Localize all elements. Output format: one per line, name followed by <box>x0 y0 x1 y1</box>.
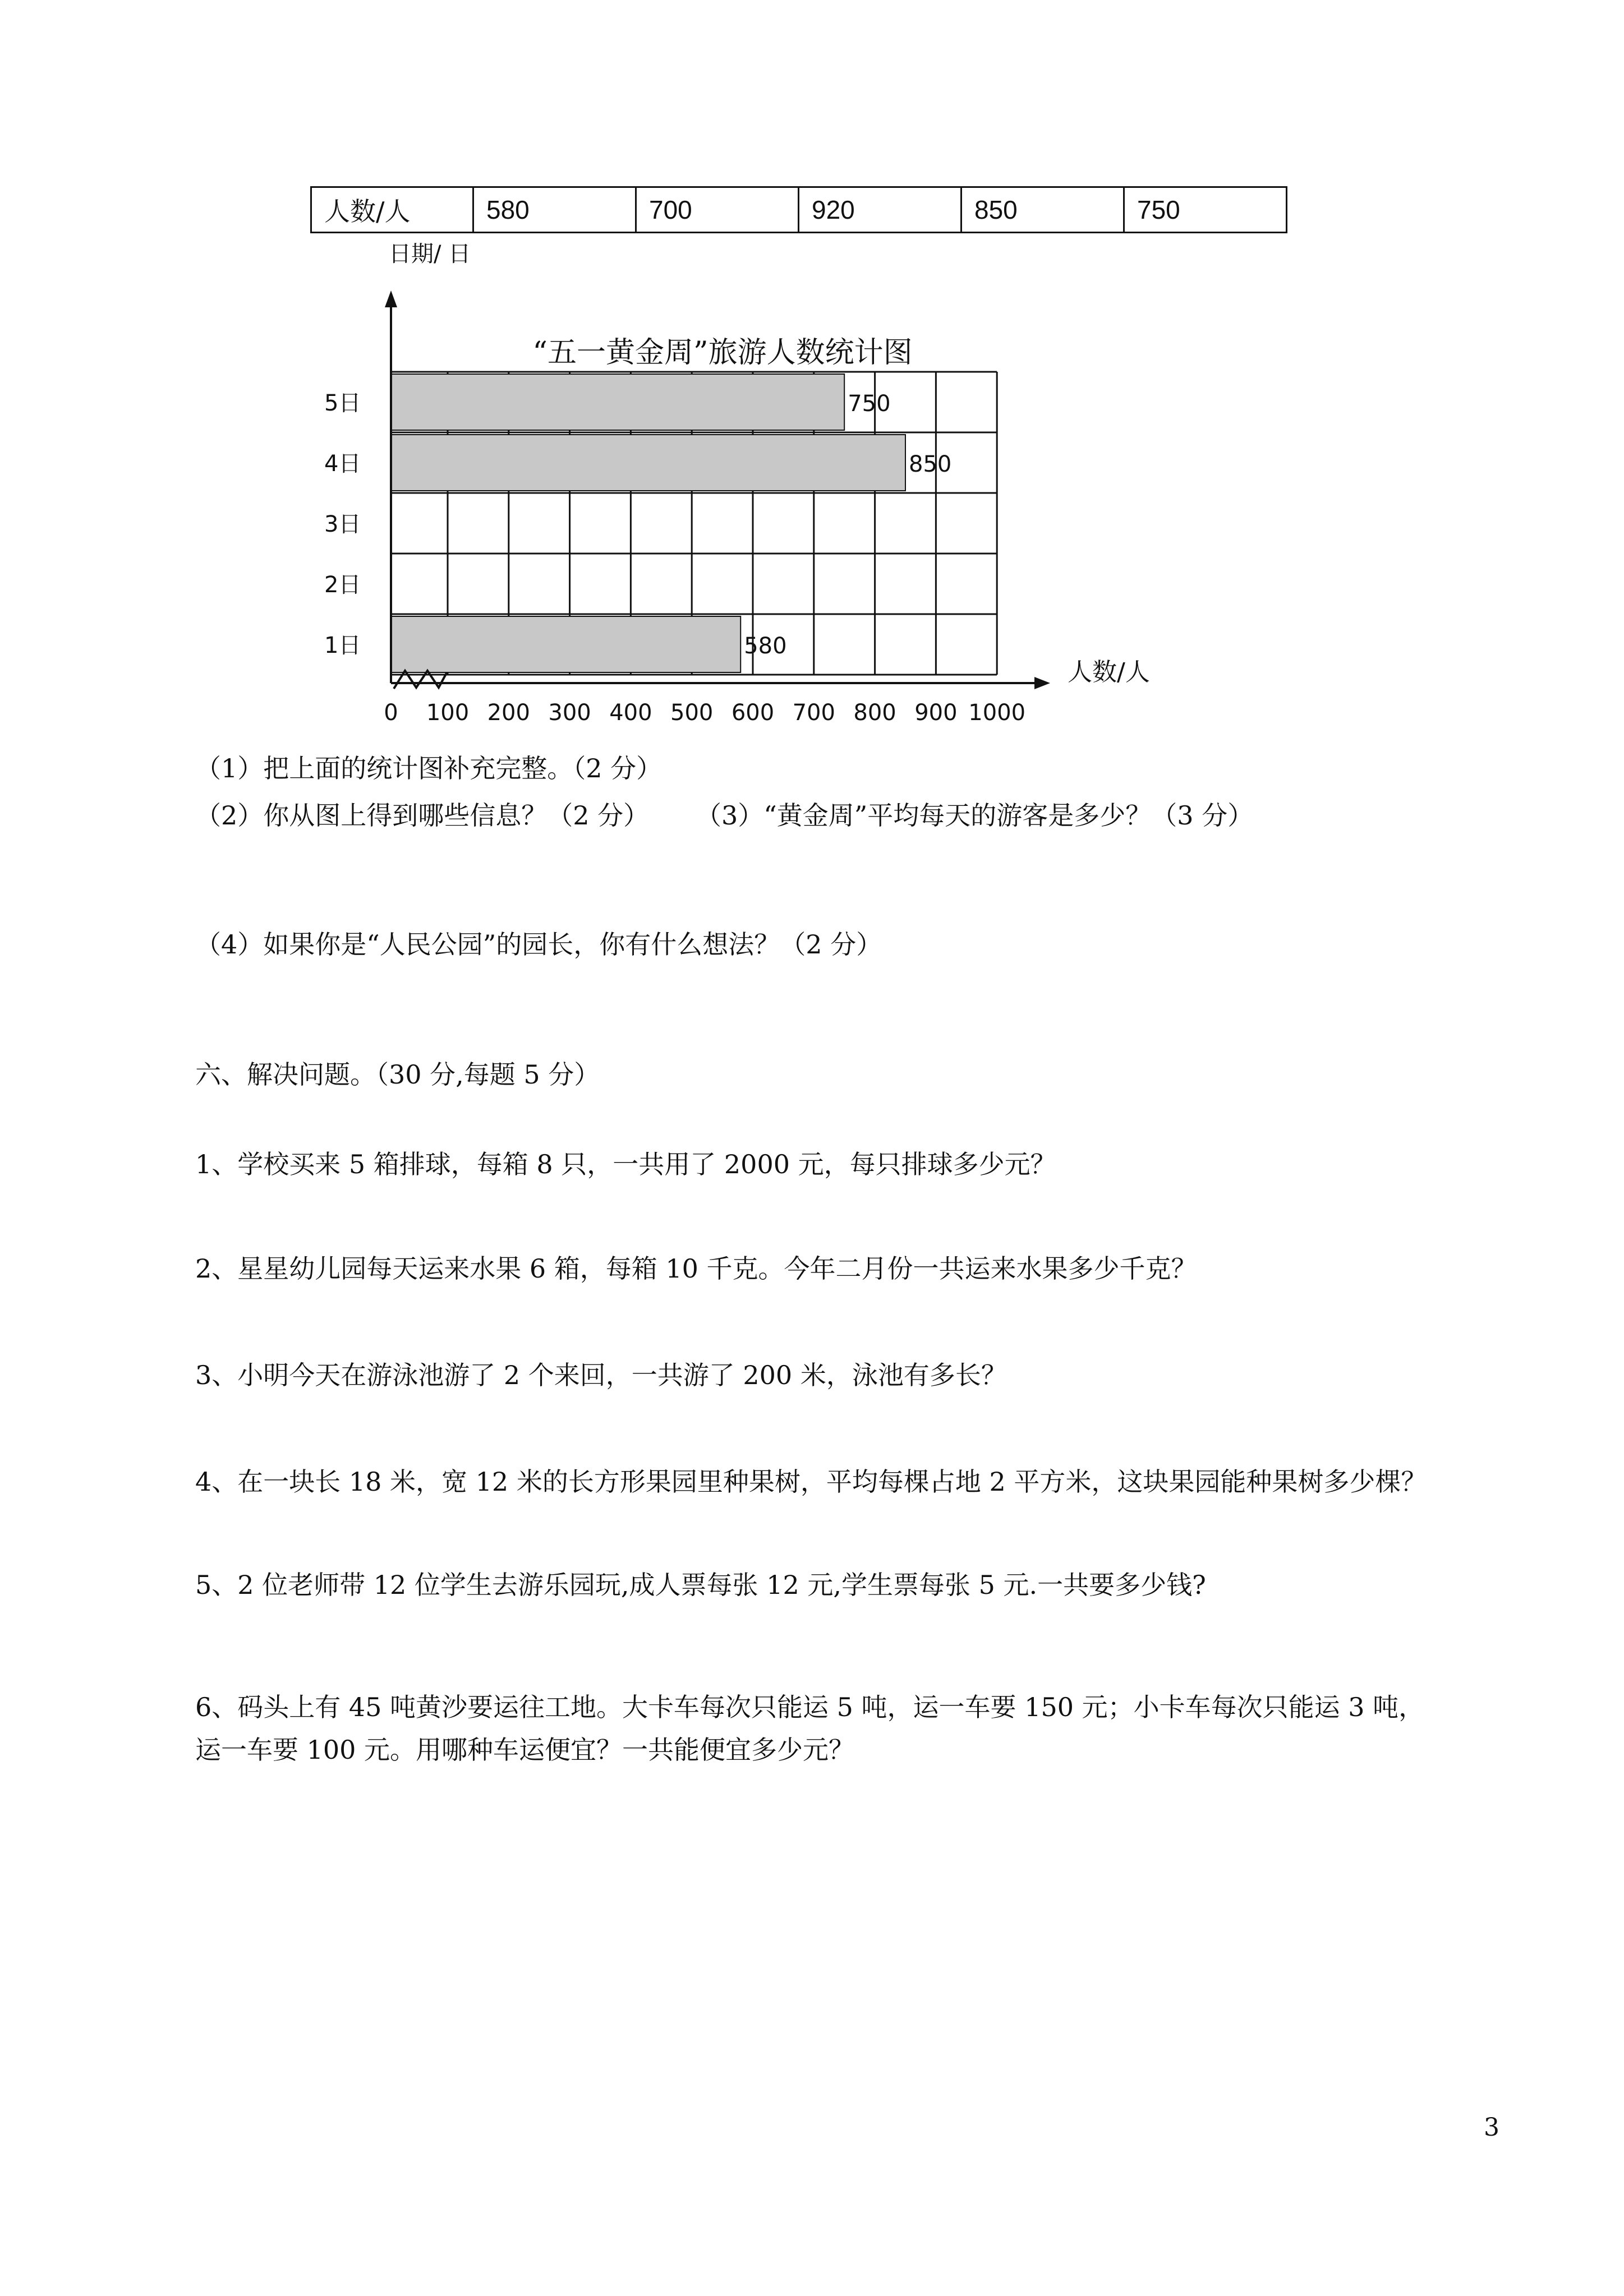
x-tick-label: 800 <box>853 700 896 726</box>
chart-title: “五一黄金周”旅游人数统计图 <box>532 336 913 370</box>
chart-bars <box>391 374 905 672</box>
category-label: 5日 <box>324 390 361 416</box>
question-1: （1）把上面的统计图补充完整。（2 分） <box>195 753 663 783</box>
page-number: 3 <box>1484 2113 1499 2142</box>
problem-1: 1、学校买来 5 箱排球，每箱 8 只，一共用了 2000 元，每只排球多少元？ <box>195 1149 1056 1179</box>
x-tick-label: 1000 <box>968 700 1026 726</box>
problem-2: 2、星星幼儿园每天运来水果 6 箱，每箱 10 千克。今年二月份一共运来水果多少千克？ <box>195 1253 1197 1284</box>
table-row-label: 人数/人 <box>311 187 473 233</box>
x-tick-label: 300 <box>548 700 591 726</box>
x-tick-labels <box>384 700 1025 726</box>
x-tick-label: 900 <box>914 700 958 726</box>
x-tick-label: 700 <box>792 700 835 726</box>
table-cell: 750 <box>1124 187 1287 233</box>
category-label: 1日 <box>324 633 361 658</box>
axis-break-icon <box>394 671 447 689</box>
x-axis-arrow-icon <box>1034 677 1050 689</box>
y-axis-label: 日期/ 日 <box>389 241 471 267</box>
category-labels <box>324 390 361 658</box>
data-label: 750 <box>848 391 891 417</box>
category-label: 4日 <box>324 451 361 477</box>
category-label: 3日 <box>324 511 361 537</box>
question-3: （3）“黄金周”平均每天的游客是多少？（3 分） <box>696 800 1254 831</box>
problem-5: 5、2 位老师带 12 位学生去游乐园玩,成人票每张 12 元,学生票每张 5 元.一共要多少钱? <box>195 1570 1206 1600</box>
data-labels <box>744 391 951 659</box>
table-cell: 580 <box>473 187 636 233</box>
problem-3: 3、小明今天在游泳池游了 2 个来回，一共游了 200 米，泳池有多长？ <box>195 1360 1007 1390</box>
question-4: （4）如果你是“人民公园”的园长，你有什么想法？（2 分） <box>195 929 882 960</box>
problem-4: 4、在一块长 18 米，宽 12 米的长方形果园里种果树，平均每棵占地 2 平方米，这块果园能种果树多少棵？ <box>195 1467 1427 1497</box>
y-axis-arrow-icon <box>385 291 397 307</box>
table-cell: 920 <box>799 187 961 233</box>
x-tick-label: 500 <box>670 700 714 726</box>
x-tick-label: 600 <box>731 700 775 726</box>
x-axis-label: 人数/人 <box>1068 658 1150 686</box>
bar <box>391 374 844 430</box>
question-2: （2）你从图上得到哪些信息？（2 分） <box>195 800 650 831</box>
data-label: 850 <box>909 451 952 477</box>
x-tick-label: 0 <box>384 700 398 726</box>
x-tick-label: 400 <box>609 700 652 726</box>
bar <box>391 435 905 491</box>
problem-6-line-2: 运一车要 100 元。用哪种车运便宜？一共能便宜多少元？ <box>195 1735 855 1765</box>
x-tick-label: 100 <box>426 700 470 726</box>
data-label: 580 <box>744 633 787 659</box>
section-6-heading: 六、解决问题。（30 分,每题 5 分） <box>195 1059 600 1090</box>
category-label: 2日 <box>324 572 361 598</box>
table-cell: 700 <box>636 187 799 233</box>
table-cell: 850 <box>961 187 1124 233</box>
visitor-bar-chart <box>0 0 1624 757</box>
bar <box>391 616 740 672</box>
problem-6-line-1: 6、码头上有 45 吨黄沙要运往工地。大卡车每次只能运 5 吨，运一车要 150 元；小卡车每次只能运 3 吨， <box>195 1692 1425 1722</box>
x-tick-label: 200 <box>487 700 530 726</box>
